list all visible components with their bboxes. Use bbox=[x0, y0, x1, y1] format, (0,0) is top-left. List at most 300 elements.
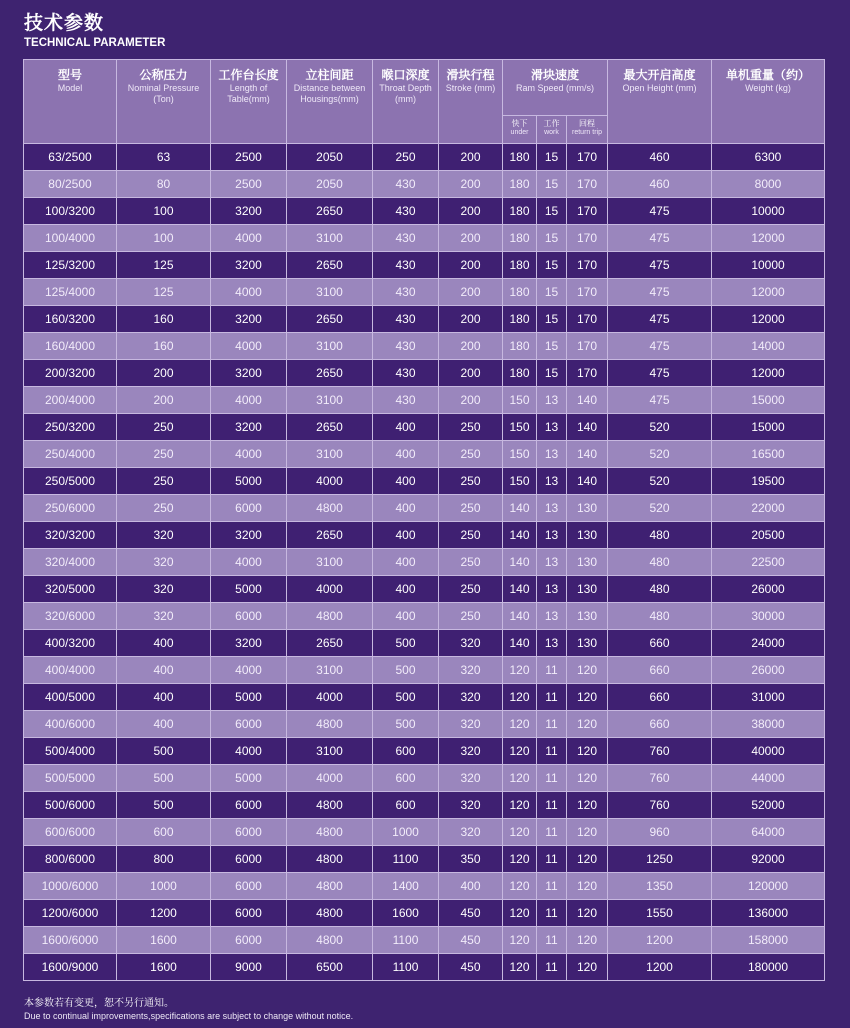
table-cell: 2500 bbox=[211, 171, 287, 198]
table-cell: 15 bbox=[537, 225, 567, 252]
table-cell: 4800 bbox=[287, 495, 373, 522]
table-cell: 130 bbox=[567, 603, 608, 630]
table-cell: 120 bbox=[503, 765, 537, 792]
table-cell: 92000 bbox=[712, 846, 825, 873]
table-cell: 120 bbox=[567, 954, 608, 981]
table-cell: 1200 bbox=[608, 954, 712, 981]
table-cell: 1100 bbox=[373, 954, 439, 981]
table-cell: 400 bbox=[373, 495, 439, 522]
table-cell: 3200 bbox=[211, 630, 287, 657]
table-cell: 500 bbox=[373, 684, 439, 711]
table-cell: 1550 bbox=[608, 900, 712, 927]
table-cell: 4000 bbox=[287, 684, 373, 711]
table-cell: 180 bbox=[503, 306, 537, 333]
table-cell: 320 bbox=[117, 576, 211, 603]
table-cell: 600 bbox=[373, 738, 439, 765]
table-cell: 6500 bbox=[287, 954, 373, 981]
table-row bbox=[24, 630, 825, 657]
table-cell: 6000 bbox=[211, 927, 287, 954]
table-cell: 800 bbox=[117, 846, 211, 873]
table-cell: 250 bbox=[439, 495, 503, 522]
table-cell: 250/5000 bbox=[24, 468, 117, 495]
table-cell: 3200 bbox=[211, 198, 287, 225]
table-cell: 2650 bbox=[287, 414, 373, 441]
table-cell: 4800 bbox=[287, 846, 373, 873]
table-cell: 250 bbox=[373, 144, 439, 171]
table-row bbox=[24, 873, 825, 900]
table-cell: 100/3200 bbox=[24, 198, 117, 225]
table-cell: 320 bbox=[439, 765, 503, 792]
table-cell: 22500 bbox=[712, 549, 825, 576]
table-cell: 120 bbox=[567, 711, 608, 738]
table-row bbox=[24, 468, 825, 495]
table-cell: 500 bbox=[117, 765, 211, 792]
table-cell: 15000 bbox=[712, 387, 825, 414]
table-cell: 20500 bbox=[712, 522, 825, 549]
table-cell: 250 bbox=[117, 468, 211, 495]
table-cell: 12000 bbox=[712, 360, 825, 387]
table-cell: 400/3200 bbox=[24, 630, 117, 657]
table-cell: 120 bbox=[567, 900, 608, 927]
table-cell: 430 bbox=[373, 387, 439, 414]
table-cell: 120 bbox=[503, 954, 537, 981]
page-subtitle: TECHNICAL PARAMETER bbox=[24, 37, 166, 49]
table-cell: 200 bbox=[117, 387, 211, 414]
table-cell: 100/4000 bbox=[24, 225, 117, 252]
table-cell: 15000 bbox=[712, 414, 825, 441]
table-cell: 2050 bbox=[287, 144, 373, 171]
header-ram-speed: 滑块速度 Ram Speed (mm/s) bbox=[503, 60, 608, 116]
table-cell: 2050 bbox=[287, 171, 373, 198]
table-cell: 660 bbox=[608, 657, 712, 684]
table-cell: 120 bbox=[503, 657, 537, 684]
table-cell: 430 bbox=[373, 306, 439, 333]
table-cell: 13 bbox=[537, 603, 567, 630]
table-cell: 1000 bbox=[117, 873, 211, 900]
table-cell: 120 bbox=[503, 873, 537, 900]
table-cell: 200 bbox=[439, 306, 503, 333]
table-cell: 500 bbox=[373, 657, 439, 684]
table-cell: 11 bbox=[537, 792, 567, 819]
table-row bbox=[24, 900, 825, 927]
table-cell: 450 bbox=[439, 927, 503, 954]
table-cell: 760 bbox=[608, 765, 712, 792]
table-row bbox=[24, 252, 825, 279]
table-row bbox=[24, 549, 825, 576]
table-cell: 130 bbox=[567, 549, 608, 576]
table-cell: 180 bbox=[503, 171, 537, 198]
table-cell: 170 bbox=[567, 360, 608, 387]
table-cell: 170 bbox=[567, 333, 608, 360]
table-cell: 320/4000 bbox=[24, 549, 117, 576]
table-cell: 4000 bbox=[211, 279, 287, 306]
table-cell: 4000 bbox=[211, 441, 287, 468]
table-cell: 760 bbox=[608, 738, 712, 765]
table-cell: 480 bbox=[608, 576, 712, 603]
table-cell: 460 bbox=[608, 171, 712, 198]
table-cell: 1200 bbox=[117, 900, 211, 927]
table-row bbox=[24, 198, 825, 225]
table-cell: 400 bbox=[439, 873, 503, 900]
table-cell: 140 bbox=[567, 441, 608, 468]
table-cell: 400/5000 bbox=[24, 684, 117, 711]
table-cell: 4000 bbox=[287, 576, 373, 603]
table-cell: 320 bbox=[439, 738, 503, 765]
table-cell: 3200 bbox=[211, 360, 287, 387]
table-cell: 200 bbox=[439, 333, 503, 360]
header-stroke: 滑块行程 Stroke (mm) bbox=[439, 60, 503, 144]
table-cell: 430 bbox=[373, 333, 439, 360]
table-cell: 500 bbox=[117, 738, 211, 765]
table-cell: 320/3200 bbox=[24, 522, 117, 549]
table-cell: 2650 bbox=[287, 630, 373, 657]
table-cell: 11 bbox=[537, 765, 567, 792]
table-cell: 250 bbox=[439, 441, 503, 468]
table-cell: 320 bbox=[117, 549, 211, 576]
table-cell: 2650 bbox=[287, 252, 373, 279]
table-cell: 400 bbox=[373, 468, 439, 495]
table-cell: 9000 bbox=[211, 954, 287, 981]
table-cell: 4800 bbox=[287, 927, 373, 954]
table-cell: 125/4000 bbox=[24, 279, 117, 306]
table-cell: 4000 bbox=[211, 387, 287, 414]
table-cell: 400 bbox=[373, 576, 439, 603]
table-cell: 660 bbox=[608, 684, 712, 711]
table-cell: 400 bbox=[373, 549, 439, 576]
table-cell: 3200 bbox=[211, 252, 287, 279]
table-cell: 3100 bbox=[287, 279, 373, 306]
table-cell: 120 bbox=[567, 765, 608, 792]
table-cell: 200 bbox=[439, 198, 503, 225]
table-cell: 120 bbox=[503, 819, 537, 846]
table-cell: 11 bbox=[537, 873, 567, 900]
table-cell: 120 bbox=[503, 711, 537, 738]
table-cell: 180 bbox=[503, 279, 537, 306]
table-cell: 13 bbox=[537, 468, 567, 495]
table-cell: 250/4000 bbox=[24, 441, 117, 468]
table-cell: 120 bbox=[567, 792, 608, 819]
table-cell: 26000 bbox=[712, 657, 825, 684]
table-cell: 960 bbox=[608, 819, 712, 846]
table-cell: 3100 bbox=[287, 225, 373, 252]
table-cell: 180000 bbox=[712, 954, 825, 981]
table-cell: 1600/6000 bbox=[24, 927, 117, 954]
table-cell: 475 bbox=[608, 306, 712, 333]
table-row bbox=[24, 144, 825, 171]
table-cell: 2500 bbox=[211, 144, 287, 171]
table-cell: 500/6000 bbox=[24, 792, 117, 819]
table-cell: 400/6000 bbox=[24, 711, 117, 738]
table-cell: 6000 bbox=[211, 873, 287, 900]
table-cell: 4800 bbox=[287, 711, 373, 738]
table-cell: 200/4000 bbox=[24, 387, 117, 414]
table-cell: 4800 bbox=[287, 792, 373, 819]
table-cell: 11 bbox=[537, 684, 567, 711]
table-row bbox=[24, 279, 825, 306]
table-cell: 120 bbox=[503, 900, 537, 927]
table-cell: 1200/6000 bbox=[24, 900, 117, 927]
table-cell: 12000 bbox=[712, 225, 825, 252]
table-cell: 8000 bbox=[712, 171, 825, 198]
table-cell: 170 bbox=[567, 225, 608, 252]
table-cell: 250 bbox=[439, 576, 503, 603]
table-cell: 1100 bbox=[373, 927, 439, 954]
table-cell: 158000 bbox=[712, 927, 825, 954]
table-cell: 250 bbox=[117, 414, 211, 441]
table-cell: 140 bbox=[567, 387, 608, 414]
table-cell: 13 bbox=[537, 387, 567, 414]
table-cell: 180 bbox=[503, 333, 537, 360]
table-row bbox=[24, 954, 825, 981]
table-cell: 600 bbox=[117, 819, 211, 846]
table-cell: 3200 bbox=[211, 414, 287, 441]
table-cell: 200/3200 bbox=[24, 360, 117, 387]
table-cell: 120 bbox=[567, 927, 608, 954]
table-cell: 320 bbox=[439, 684, 503, 711]
table-cell: 180 bbox=[503, 144, 537, 171]
table-cell: 150 bbox=[503, 414, 537, 441]
table-cell: 2650 bbox=[287, 198, 373, 225]
table-cell: 200 bbox=[439, 225, 503, 252]
table-cell: 26000 bbox=[712, 576, 825, 603]
table-cell: 125 bbox=[117, 252, 211, 279]
table-cell: 1350 bbox=[608, 873, 712, 900]
table-cell: 400 bbox=[117, 684, 211, 711]
table-cell: 400 bbox=[117, 630, 211, 657]
disclaimer-en: Due to continual improvements,specifications are subject to change without notice. bbox=[24, 1011, 354, 1021]
table-cell: 250/6000 bbox=[24, 495, 117, 522]
table-cell: 1200 bbox=[608, 927, 712, 954]
table-row bbox=[24, 792, 825, 819]
page-title: 技术参数 bbox=[24, 12, 105, 34]
table-row bbox=[24, 576, 825, 603]
table-cell: 13 bbox=[537, 414, 567, 441]
table-cell: 500 bbox=[373, 711, 439, 738]
table-cell: 250/3200 bbox=[24, 414, 117, 441]
table-cell: 200 bbox=[439, 360, 503, 387]
table-row bbox=[24, 333, 825, 360]
table-cell: 2650 bbox=[287, 360, 373, 387]
table-cell: 480 bbox=[608, 603, 712, 630]
table-cell: 15 bbox=[537, 279, 567, 306]
table-row bbox=[24, 657, 825, 684]
table-cell: 200 bbox=[439, 387, 503, 414]
table-cell: 11 bbox=[537, 954, 567, 981]
table-cell: 4800 bbox=[287, 819, 373, 846]
table-cell: 15 bbox=[537, 171, 567, 198]
table-row bbox=[24, 360, 825, 387]
table-cell: 400 bbox=[373, 522, 439, 549]
table-cell: 500 bbox=[117, 792, 211, 819]
table-cell: 660 bbox=[608, 630, 712, 657]
table-cell: 6000 bbox=[211, 792, 287, 819]
table-cell: 250 bbox=[439, 414, 503, 441]
table-cell: 4000 bbox=[287, 468, 373, 495]
table-row bbox=[24, 441, 825, 468]
header-table-length: 工作台长度 Length of Table(mm) bbox=[211, 60, 287, 144]
table-cell: 1600 bbox=[117, 927, 211, 954]
table-cell: 475 bbox=[608, 252, 712, 279]
table-cell: 660 bbox=[608, 711, 712, 738]
table-cell: 320 bbox=[117, 522, 211, 549]
table-cell: 10000 bbox=[712, 198, 825, 225]
table-cell: 3100 bbox=[287, 657, 373, 684]
table-cell: 450 bbox=[439, 954, 503, 981]
table-row bbox=[24, 603, 825, 630]
table-cell: 600 bbox=[373, 792, 439, 819]
table-cell: 350 bbox=[439, 846, 503, 873]
table-cell: 475 bbox=[608, 333, 712, 360]
table-cell: 5000 bbox=[211, 576, 287, 603]
table-cell: 4000 bbox=[287, 765, 373, 792]
table-cell: 150 bbox=[503, 387, 537, 414]
table-row bbox=[24, 684, 825, 711]
table-cell: 4800 bbox=[287, 873, 373, 900]
table-cell: 11 bbox=[537, 819, 567, 846]
table-cell: 15 bbox=[537, 306, 567, 333]
table-cell: 120 bbox=[567, 738, 608, 765]
table-cell: 170 bbox=[567, 144, 608, 171]
header-housing-distance: 立柱间距 Distance between Housings(mm) bbox=[287, 60, 373, 144]
table-cell: 170 bbox=[567, 198, 608, 225]
table-cell: 15 bbox=[537, 252, 567, 279]
table-body bbox=[24, 144, 825, 981]
table-cell: 24000 bbox=[712, 630, 825, 657]
table-row bbox=[24, 765, 825, 792]
table-cell: 4000 bbox=[211, 225, 287, 252]
table-cell: 400 bbox=[373, 441, 439, 468]
table-cell: 170 bbox=[567, 306, 608, 333]
table-cell: 430 bbox=[373, 225, 439, 252]
table-cell: 320 bbox=[439, 657, 503, 684]
table-cell: 140 bbox=[567, 468, 608, 495]
table-cell: 12000 bbox=[712, 306, 825, 333]
table-cell: 400 bbox=[117, 711, 211, 738]
subheader-speed-return: 回程 return trip bbox=[567, 116, 608, 144]
table-cell: 320/5000 bbox=[24, 576, 117, 603]
table-cell: 160 bbox=[117, 333, 211, 360]
table-cell: 130 bbox=[567, 495, 608, 522]
subheader-speed-under: 快下 under bbox=[503, 116, 537, 144]
table-cell: 120 bbox=[503, 684, 537, 711]
table-row bbox=[24, 171, 825, 198]
table-cell: 100 bbox=[117, 198, 211, 225]
table-cell: 520 bbox=[608, 495, 712, 522]
table-cell: 1600 bbox=[117, 954, 211, 981]
table-cell: 180 bbox=[503, 360, 537, 387]
table-cell: 760 bbox=[608, 792, 712, 819]
table-cell: 11 bbox=[537, 711, 567, 738]
table-cell: 52000 bbox=[712, 792, 825, 819]
table-cell: 170 bbox=[567, 171, 608, 198]
table-cell: 11 bbox=[537, 657, 567, 684]
table-cell: 4000 bbox=[211, 549, 287, 576]
table-cell: 250 bbox=[439, 468, 503, 495]
table-cell: 430 bbox=[373, 252, 439, 279]
table-cell: 520 bbox=[608, 441, 712, 468]
table-cell: 64000 bbox=[712, 819, 825, 846]
table-cell: 500/5000 bbox=[24, 765, 117, 792]
table-row bbox=[24, 738, 825, 765]
table-cell: 63 bbox=[117, 144, 211, 171]
table-cell: 475 bbox=[608, 225, 712, 252]
table-cell: 13 bbox=[537, 441, 567, 468]
table-cell: 120 bbox=[567, 657, 608, 684]
table-cell: 475 bbox=[608, 279, 712, 306]
table-cell: 130 bbox=[567, 630, 608, 657]
table-cell: 170 bbox=[567, 279, 608, 306]
header-open-height: 最大开启高度 Open Height (mm) bbox=[608, 60, 712, 144]
table-cell: 320 bbox=[117, 603, 211, 630]
table-row bbox=[24, 711, 825, 738]
table-cell: 430 bbox=[373, 279, 439, 306]
table-cell: 480 bbox=[608, 522, 712, 549]
table-cell: 250 bbox=[439, 549, 503, 576]
table-cell: 430 bbox=[373, 171, 439, 198]
table-cell: 400 bbox=[373, 414, 439, 441]
table-cell: 1400 bbox=[373, 873, 439, 900]
table-cell: 22000 bbox=[712, 495, 825, 522]
table-cell: 475 bbox=[608, 198, 712, 225]
table-cell: 31000 bbox=[712, 684, 825, 711]
table-cell: 80 bbox=[117, 171, 211, 198]
table-cell: 3100 bbox=[287, 549, 373, 576]
header-throat-depth: 喉口深度 Throat Depth (mm) bbox=[373, 60, 439, 144]
table-cell: 13 bbox=[537, 522, 567, 549]
table-cell: 480 bbox=[608, 549, 712, 576]
table-cell: 2650 bbox=[287, 522, 373, 549]
table-cell: 40000 bbox=[712, 738, 825, 765]
table-cell: 125 bbox=[117, 279, 211, 306]
table-cell: 15 bbox=[537, 360, 567, 387]
table-cell: 140 bbox=[503, 495, 537, 522]
table-cell: 1250 bbox=[608, 846, 712, 873]
table-cell: 13 bbox=[537, 495, 567, 522]
table-cell: 475 bbox=[608, 360, 712, 387]
table-cell: 130 bbox=[567, 576, 608, 603]
table-cell: 120 bbox=[567, 846, 608, 873]
table-cell: 6000 bbox=[211, 603, 287, 630]
table-cell: 4000 bbox=[211, 333, 287, 360]
table-cell: 15 bbox=[537, 333, 567, 360]
table-cell: 320 bbox=[439, 711, 503, 738]
table-cell: 100 bbox=[117, 225, 211, 252]
table-cell: 3100 bbox=[287, 333, 373, 360]
table-cell: 180 bbox=[503, 252, 537, 279]
table-cell: 250 bbox=[439, 603, 503, 630]
table-cell: 3100 bbox=[287, 738, 373, 765]
table-cell: 6000 bbox=[211, 711, 287, 738]
table-cell: 250 bbox=[117, 495, 211, 522]
table-cell: 136000 bbox=[712, 900, 825, 927]
table-cell: 160/3200 bbox=[24, 306, 117, 333]
table-cell: 430 bbox=[373, 360, 439, 387]
table-cell: 180 bbox=[503, 198, 537, 225]
table-cell: 120 bbox=[503, 738, 537, 765]
table-cell: 6000 bbox=[211, 846, 287, 873]
header-nominal-pressure: 公称压力 Nominal Pressure (Ton) bbox=[117, 60, 211, 144]
table-cell: 3100 bbox=[287, 441, 373, 468]
table-cell: 3200 bbox=[211, 522, 287, 549]
table-cell: 400 bbox=[373, 603, 439, 630]
table-cell: 13 bbox=[537, 576, 567, 603]
table-cell: 180 bbox=[503, 225, 537, 252]
table-cell: 16500 bbox=[712, 441, 825, 468]
table-cell: 150 bbox=[503, 441, 537, 468]
table-cell: 120 bbox=[567, 819, 608, 846]
table-cell: 120000 bbox=[712, 873, 825, 900]
table-cell: 140 bbox=[567, 414, 608, 441]
